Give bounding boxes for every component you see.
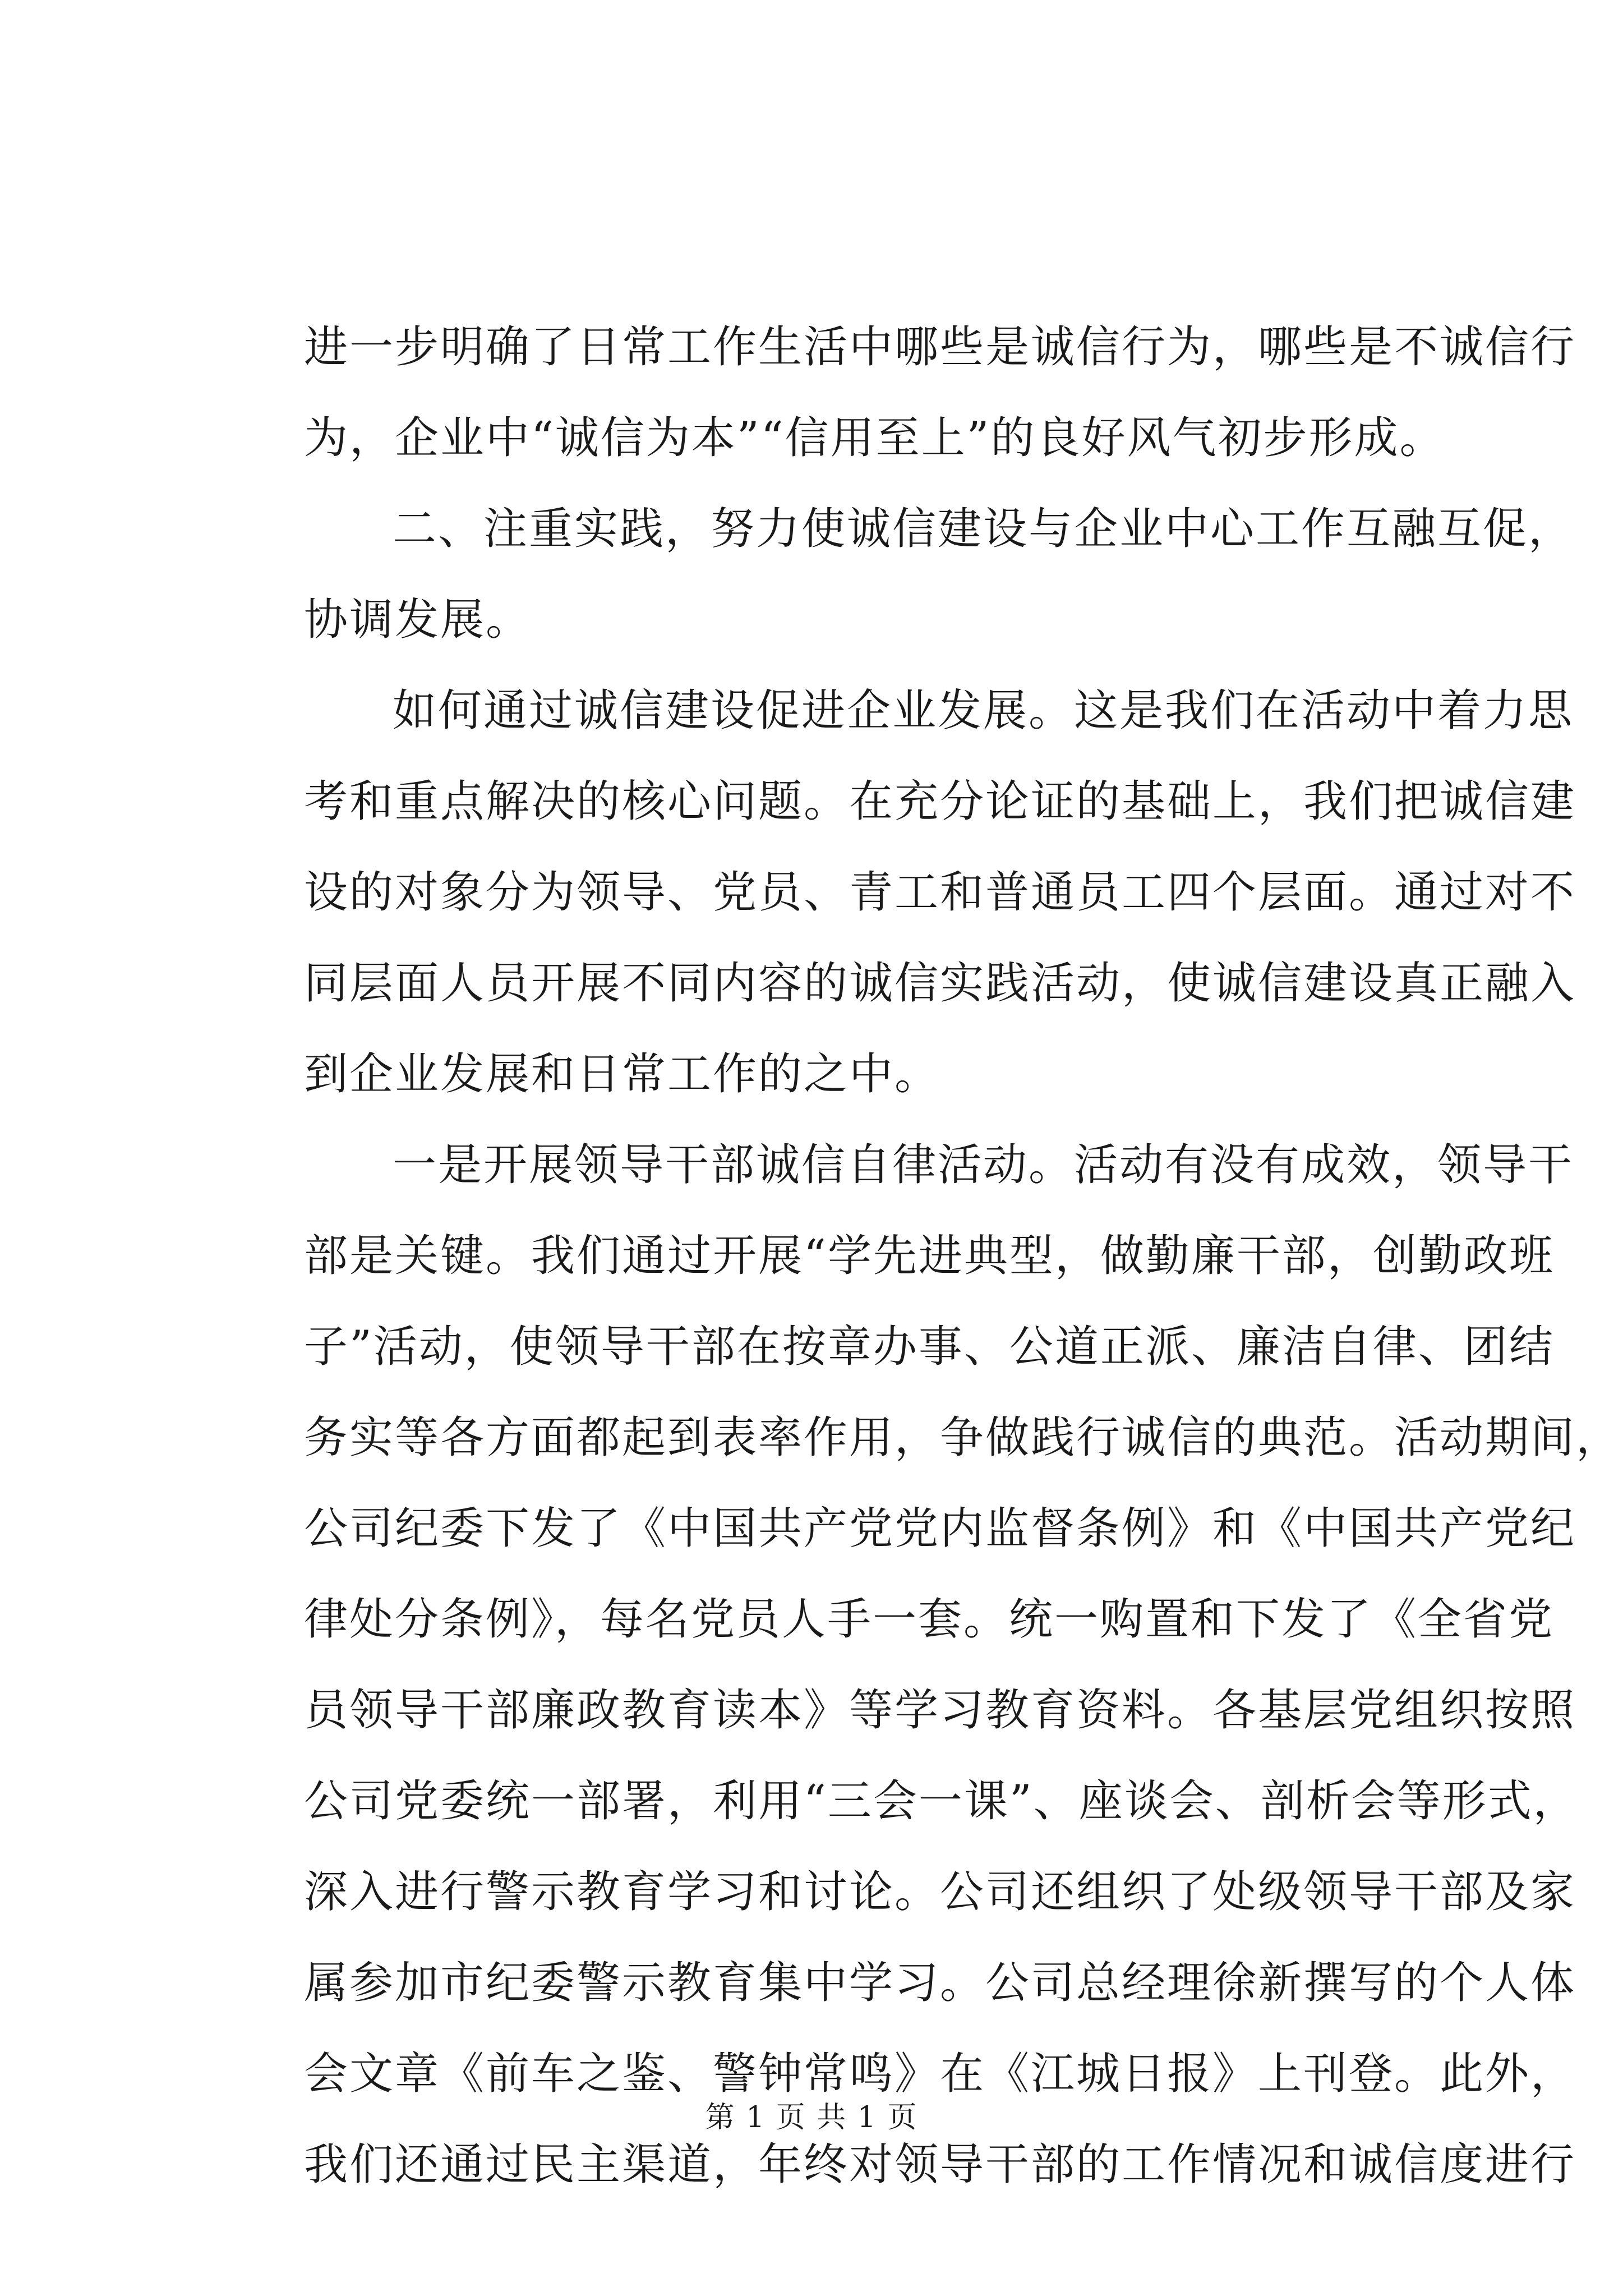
paragraph-line: 到企业发展和日常工作的之中。 bbox=[304, 1049, 940, 1099]
section-heading-line: 二、注重实践，努力使诚信建设与企业中心工作互融互促， bbox=[393, 504, 1574, 554]
paragraph-line: 务实等各方面都起到表率作用，争做践行诚信的典范。活动期间， bbox=[304, 1412, 1622, 1463]
document-body bbox=[304, 302, 1622, 2210]
paragraph-line: 部是关键。我们通过开展“学先进典型，做勤廉干部，创勤政班 bbox=[304, 1231, 1555, 1281]
paragraph-line: 进一步明确了日常工作生活中哪些是诚信行为，哪些是不诚信行 bbox=[304, 322, 1576, 372]
paragraph-line: 员领导干部廉政教育读本》等学习教育资料。各基层党组织按照 bbox=[304, 1685, 1576, 1736]
paragraph-line: 属参加市纪委警示教育集中学习。公司总经理徐新撰写的个人体 bbox=[304, 1958, 1576, 2008]
paragraph-line: 律处分条例》，每名党员人手一套。统一购置和下发了《全省党 bbox=[304, 1594, 1555, 1645]
paragraph-line: 公司党委统一部署，利用“三会一课”、座谈会、剖析会等形式， bbox=[304, 1776, 1579, 1826]
paragraph-line: 我们还通过民主渠道，年终对领导干部的工作情况和诚信度进行 bbox=[304, 2139, 1576, 2190]
paragraph-line: 为，企业中“诚信为本”“信用至上”的良好风气初步形成。 bbox=[304, 413, 1445, 463]
paragraph-line: 设的对象分为领导、党员、青工和普通员工四个层面。通过对不 bbox=[304, 867, 1576, 918]
paragraph-line: 公司纪委下发了《中国共产党党内监督条例》和《中国共产党纪 bbox=[304, 1503, 1576, 1554]
paragraph-line: 如何通过诚信建设促进企业发展。这是我们在活动中着力思 bbox=[393, 685, 1574, 736]
section-heading-line: 协调发展。 bbox=[304, 595, 532, 645]
paragraph-line: 考和重点解决的核心问题。在充分论证的基础上，我们把诚信建 bbox=[304, 776, 1576, 827]
paragraph-line: 同层面人员开展不同内容的诚信实践活动，使诚信建设真正融入 bbox=[304, 958, 1576, 1009]
paragraph-line: 深入进行警示教育学习和讨论。公司还组织了处级领导干部及家 bbox=[304, 1867, 1576, 1917]
paragraph-line: 会文章《前车之鉴、警钟常鸣》在《江城日报》上刊登。此外， bbox=[304, 2049, 1576, 2099]
page-number-footer: 第 1 页 共 1 页 bbox=[705, 2101, 918, 2134]
paragraph-line: 一是开展领导干部诚信自律活动。活动有没有成效，领导干 bbox=[393, 1140, 1574, 1190]
paragraph-line: 子”活动，使领导干部在按章办事、公道正派、廉洁自律、团结 bbox=[304, 1322, 1555, 1372]
